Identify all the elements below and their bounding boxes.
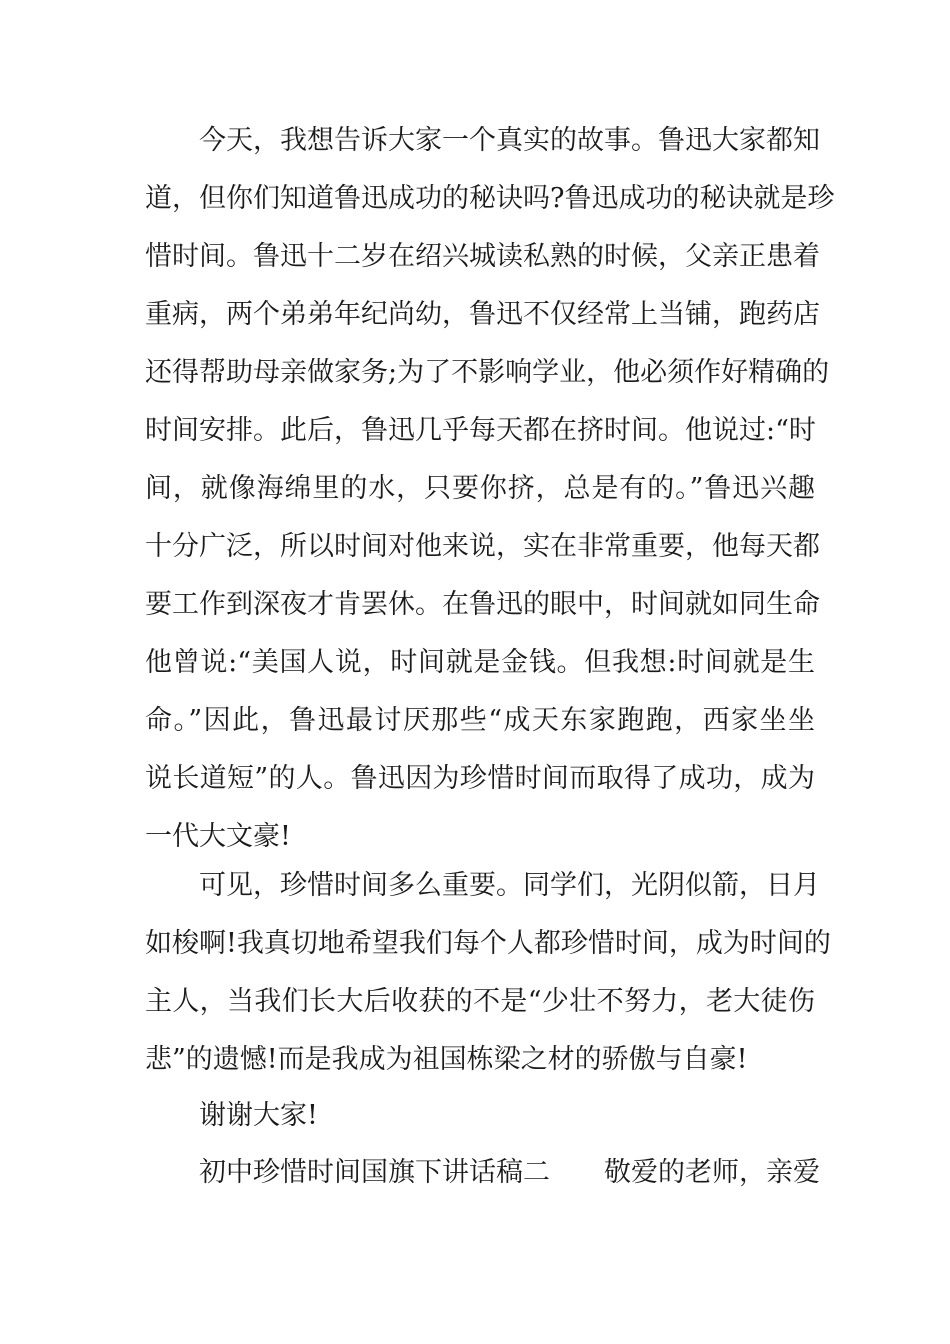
paragraph-1-line-11: 命。”因此，鲁迅最讨厌那些“成天东家跑跑，西家坐坐 <box>145 705 815 736</box>
paragraph-4-line-1: 初中珍惜时间国旗下讲话稿二 敬爱的老师，亲爱 <box>199 1157 820 1188</box>
paragraph-1-line-1: 今天，我想告诉大家一个真实的故事。鲁迅大家都知 <box>199 125 820 156</box>
paragraph-2-line-2: 如梭啊!我真切地希望我们每个人都珍惜时间，成为时间的 <box>145 928 831 959</box>
paragraph-1-line-4: 重病，两个弟弟年纪尚幼，鲁迅不仅经常上当铺，跑药店 <box>145 299 820 330</box>
paragraph-1-line-8: 十分广泛，所以时间对他来说，实在非常重要，他每天都 <box>145 531 820 562</box>
paragraph-1-line-5: 还得帮助母亲做家务;为了不影响学业，他必须作好精确的 <box>145 357 830 388</box>
paragraph-2-line-1: 可见，珍惜时间多么重要。同学们，光阴似箭，日月 <box>199 870 820 901</box>
paragraph-2-line-4: 悲”的遗憾!而是我成为祖国栋梁之材的骄傲与自豪! <box>145 1044 748 1075</box>
paragraph-1-line-2: 道，但你们知道鲁迅成功的秘诀吗?鲁迅成功的秘诀就是珍 <box>145 183 835 214</box>
paragraph-2-line-3: 主人，当我们长大后收获的不是“少壮不努力，老大徒伤 <box>145 986 815 1017</box>
paragraph-3-line-1: 谢谢大家! <box>199 1100 318 1131</box>
paragraph-1-line-7: 间，就像海绵里的水，只要你挤，总是有的。”鲁迅兴趣 <box>145 473 815 504</box>
paragraph-1-line-12: 说长道短”的人。鲁迅因为珍惜时间而取得了成功，成为 <box>145 763 815 794</box>
paragraph-1-line-13: 一代大文豪! <box>145 821 291 852</box>
paragraph-1-line-9: 要工作到深夜才肯罢休。在鲁迅的眼中，时间就如同生命 <box>145 589 820 620</box>
paragraph-1-line-3: 惜时间。鲁迅十二岁在绍兴城读私熟的时候，父亲正患着 <box>145 241 820 272</box>
paragraph-1-line-10: 他曾说:“美国人说，时间就是金钱。但我想:时间就是生 <box>145 647 815 678</box>
paragraph-1-line-6: 时间安排。此后，鲁迅几乎每天都在挤时间。他说过:“时 <box>145 415 816 446</box>
